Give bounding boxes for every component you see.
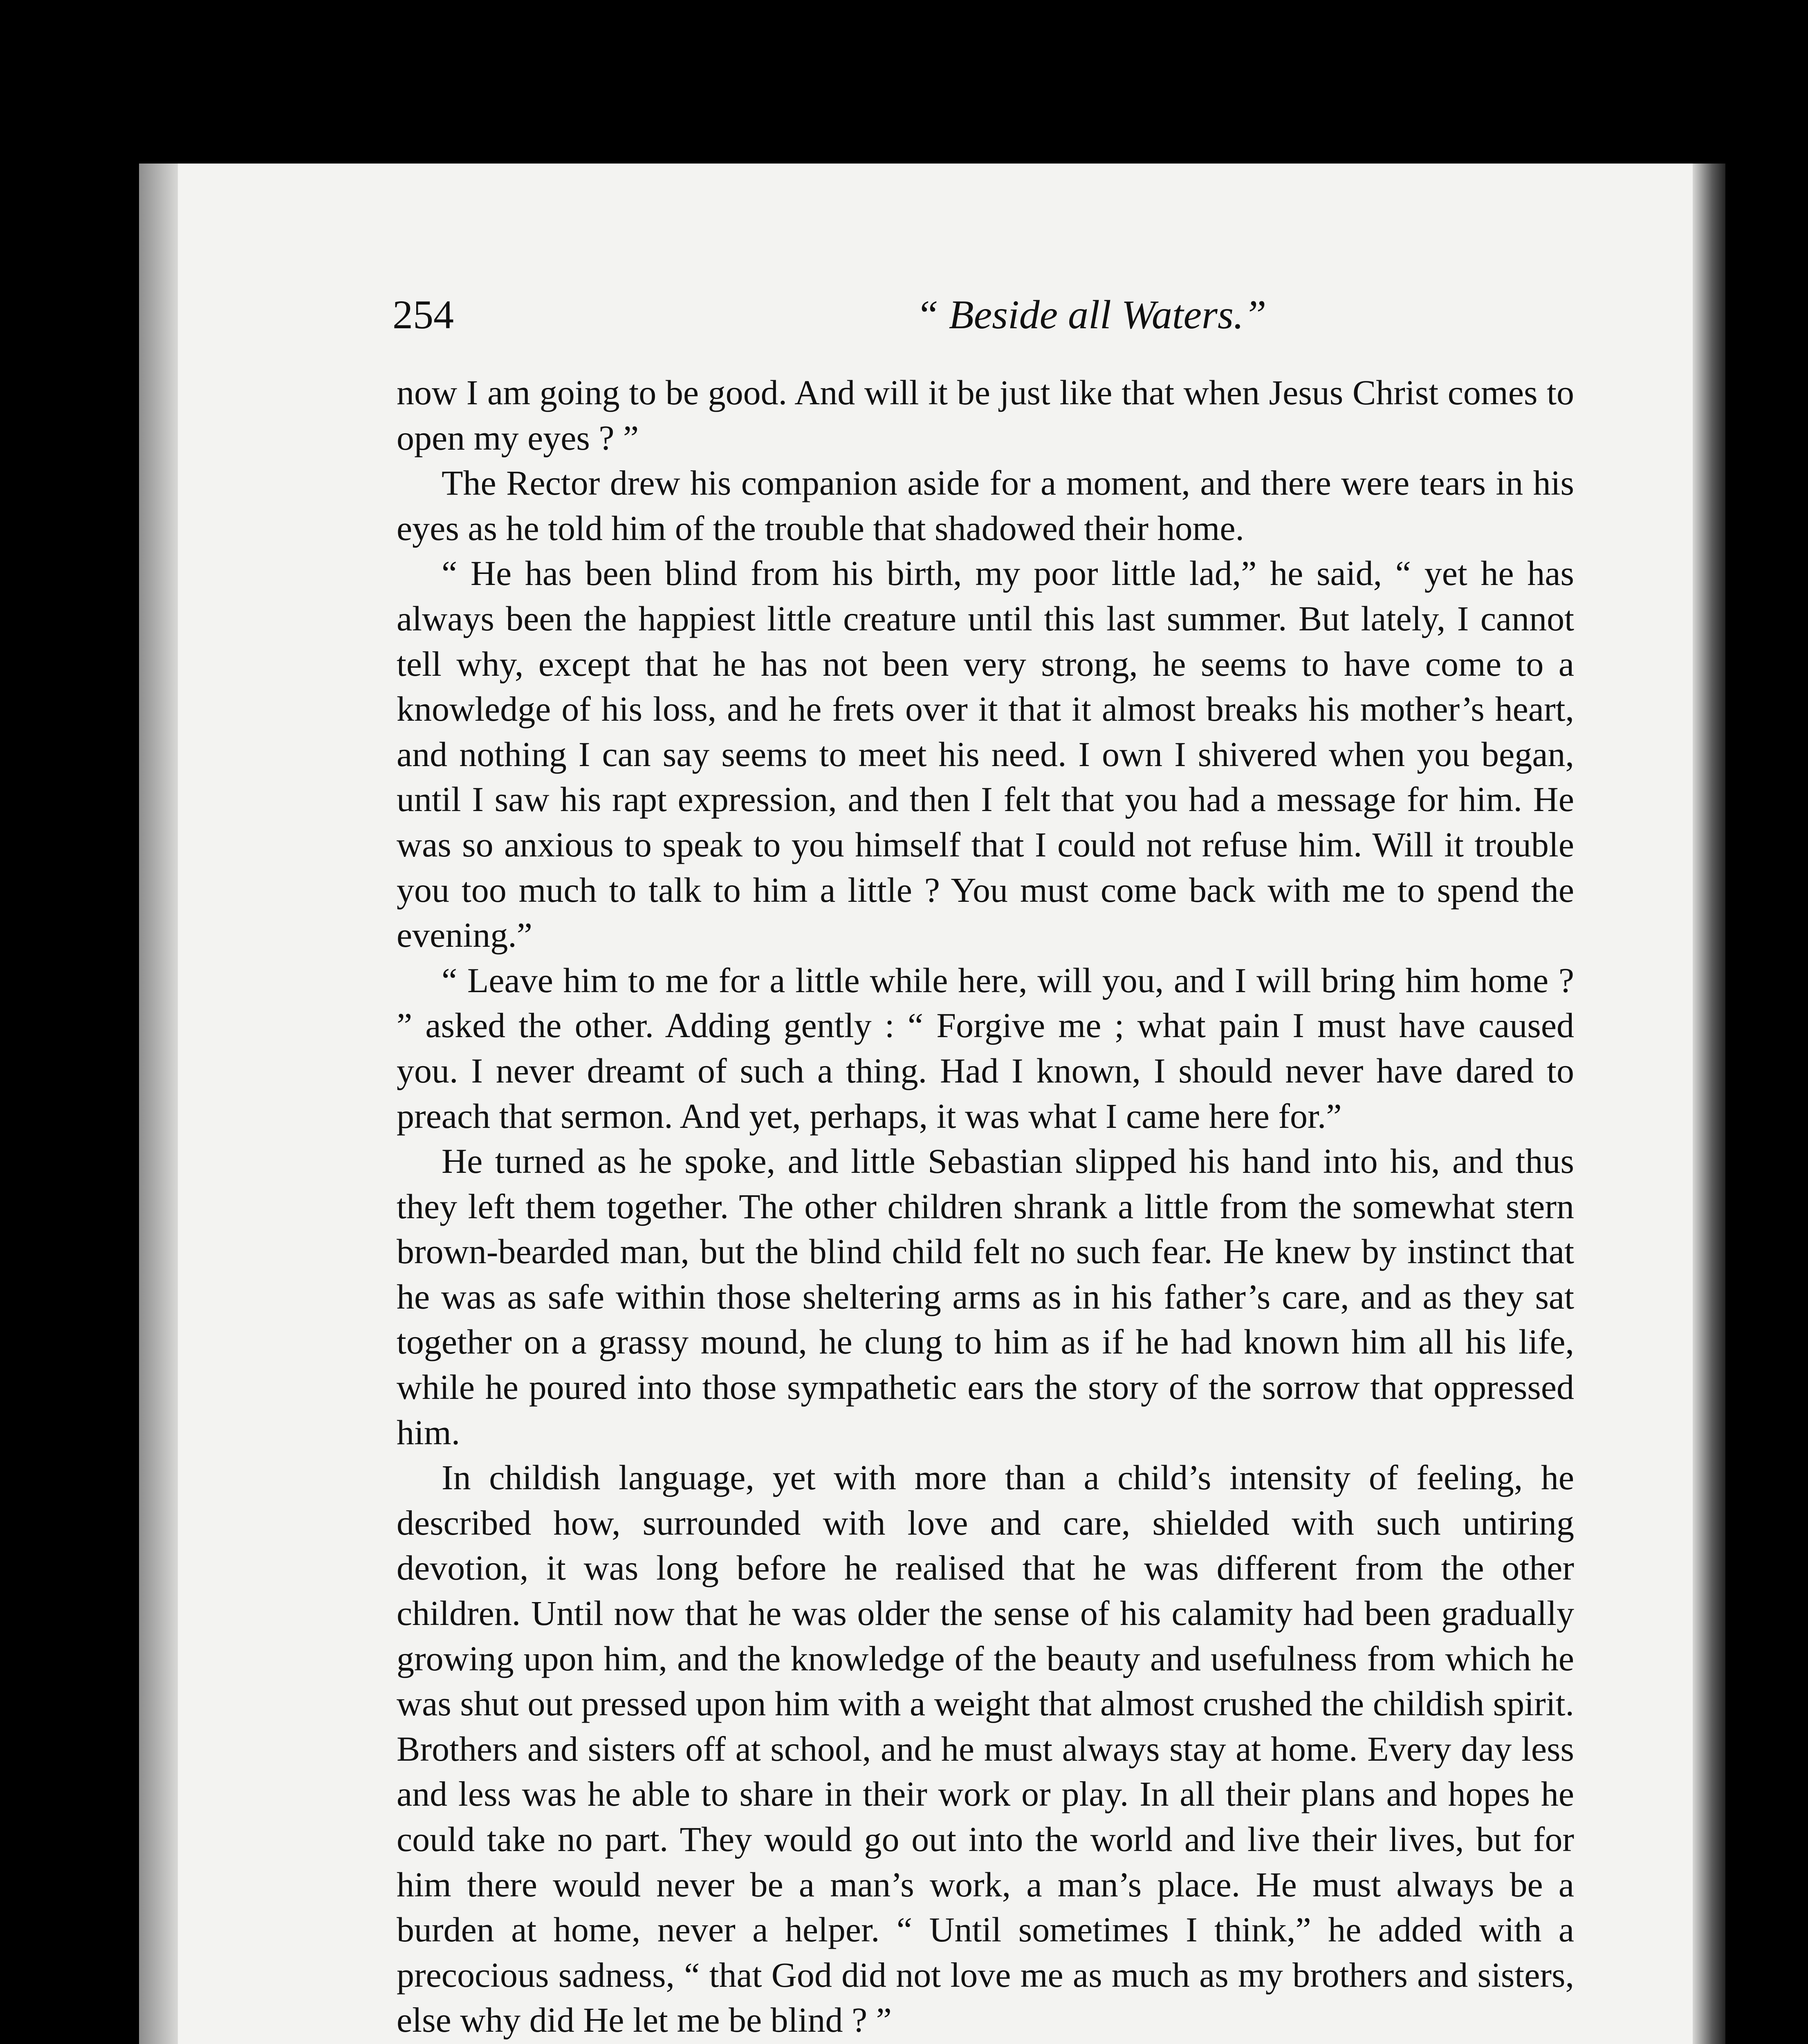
body-text: [397, 370, 1574, 2044]
page-left-edge: [139, 164, 178, 2044]
paragraph: now I am going to be good. And will it be just like that when Jesus Christ comes to open my eyes ? ”: [397, 373, 1574, 457]
book-gutter: [1693, 164, 1725, 2044]
paragraph: In childish language, yet with more than a child’s intensity of feeling, he described how, surrounded with love and care, shielded with such untiring devotion, it was long before he realised that he was different from the other children. Until now that he was older the sense of his calamity had been gradually growing upon him, and the knowledge of the beauty and usefulness from which he was shut out pressed upon him with a weight that almost crushed the childish spirit. Brothers and sisters off at school, and he must always stay at home. Every day less and less was he able to share in their work or play. In all their plans and hopes he could take no part. They would go out into the world and live their lives, but for him there would never be a man’s work, a man’s place. He must always be a burden at home, never a helper. “ Until sometimes I think,” he added with a precocious sadness, “ that God did not love me as much as my brothers and sisters, else why did He let me be blind ? ”: [397, 1458, 1574, 2040]
paragraph: He turned as he spoke, and little Sebastian slipped his hand into his, and thus they left them together. The other children shrank a little from the somewhat stern brown-bearded man, but the blind child felt no such fear. He knew by instinct that he was as safe within those sheltering arms as in his father’s care, and as they sat together on a grassy mound, he clung to him as if he had known him all his life, while he poured into those sympathetic ears the story of the sorrow that oppressed him.: [397, 1141, 1574, 1452]
paragraph: “ He has been blind from his birth, my poor little lad,” he said, “ yet he has always been the happiest little creature until this last summer. But lately, I cannot tell why, except that he has not been very strong, he seems to have come to a knowledge of his loss, and he frets over it that it almost breaks his mother’s heart, and nothing I can say seems to meet his need. I own I shivered when you began, until I saw his rapt expression, and then I felt that you had a message for him. He was so anxious to speak to you himself that I could not refuse him. Will it trouble you too much to talk to him a little ? You must come back with me to spend the evening.”: [397, 554, 1574, 955]
paragraph: The Rector drew his companion aside for a moment, and there were tears in his eyes as he told him of the trouble that shadowed their home.: [397, 463, 1574, 548]
page-number: 254: [393, 292, 454, 337]
running-title: “ Beside all Waters.”: [916, 292, 1267, 337]
running-head: [393, 286, 1717, 343]
paragraph: “ Leave him to me for a little while here, will you, and I will bring him home ? ” asked the other. Adding gently : “ Forgive me ; what pain I must have caused you. I never dreamt of such a thing. Had I known, I should never have dared to preach that sermon. And yet, perhaps, it was what I came here for.”: [397, 960, 1574, 1136]
